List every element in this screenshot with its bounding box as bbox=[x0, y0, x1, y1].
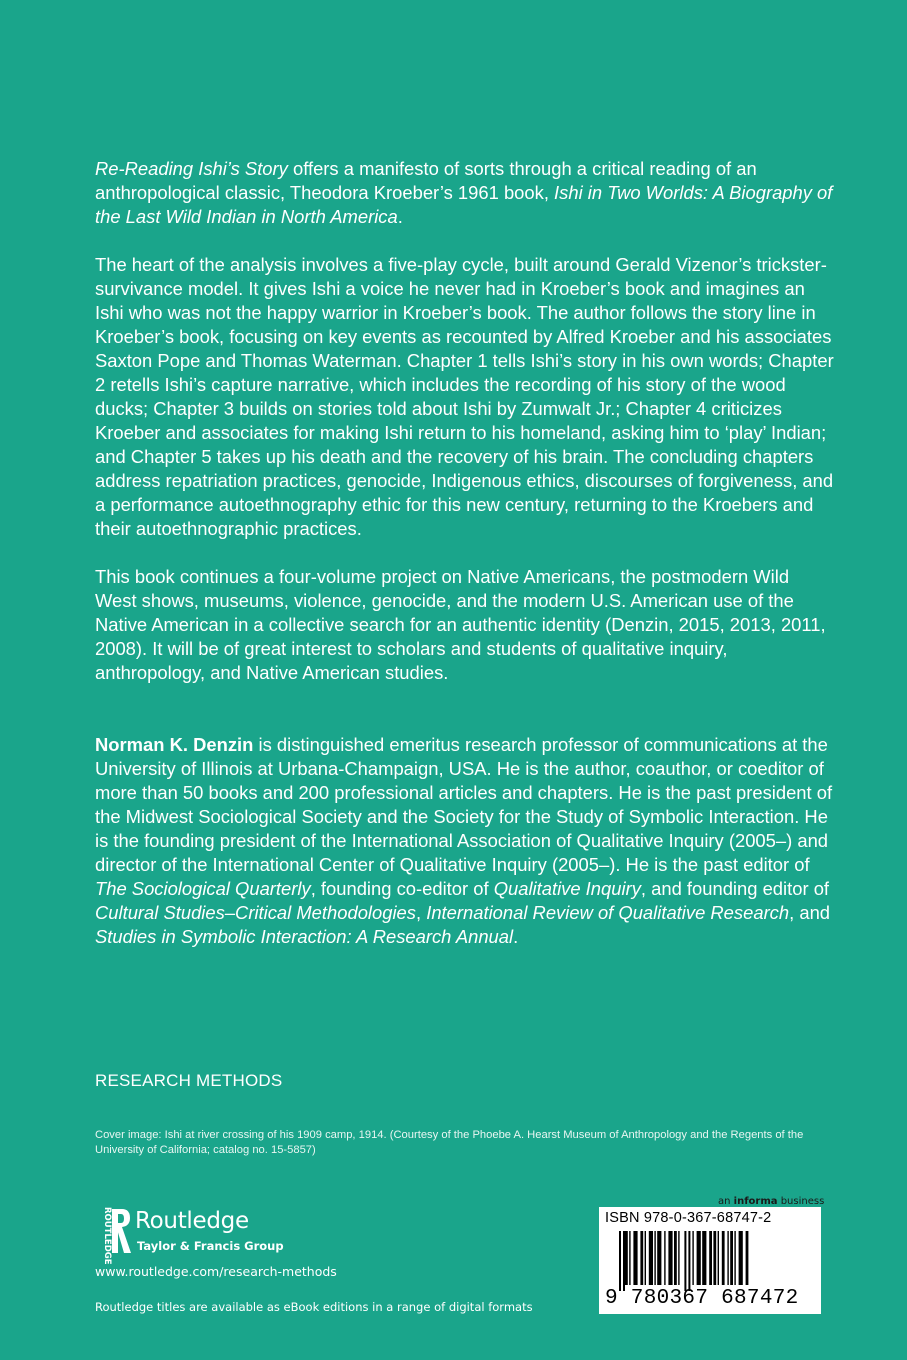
barcode-bar bbox=[649, 1231, 653, 1285]
author-name: Norman K. Denzin bbox=[95, 734, 254, 755]
barcode-bar bbox=[629, 1231, 630, 1285]
barcode-bar bbox=[657, 1231, 661, 1285]
barcode-bar bbox=[722, 1231, 725, 1285]
back-cover-blurb bbox=[95, 157, 835, 973]
isbn-barcode bbox=[599, 1207, 821, 1314]
barcode-bar bbox=[739, 1231, 743, 1285]
referenced-book-title: Ishi in Two Worlds: A Biography of the Last Wild Indian in North America bbox=[95, 182, 833, 227]
subject-category: RESEARCH METHODS bbox=[95, 1071, 283, 1090]
barcode-bar bbox=[730, 1231, 733, 1285]
blurb-paragraph-2: The heart of the analysis involves a five-play cycle, built around Gerald Vizenor’s trickster-survivance model. It gives Ishi a voice he never had in Kroeber’s book and imagines an Ishi who was not the happy warrior in Kroeber’s book. The author follows the story line in Kroeber’s book, focusing on key events as recounted by Alfred Kroeber and his associates Saxton Pope and Thomas Waterman. Chapter 1 tells Ishi’s story in his own words; Chapter 2 retells Ishi’s capture narrative, which includes the recording of his story of the wood ducks; Chapter 3 builds on stories told about Ishi by Zumwalt Jr.; Chapter 4 criticizes Kroeber and associates for making Ishi return to his homeland, asking him to ‘play’ Indian; and Chapter 5 takes up his death and the recovery of his brain. The concluding chapters address repatriation practices, genocide, Indigenous ethics, discourses of forgiveness, and a performance autoethnography ethic for this new century, returning to the Kroebers and their autoethnographic practices. bbox=[95, 254, 834, 539]
barcode-guard-bar bbox=[684, 1231, 686, 1291]
publisher-url[interactable]: www.routledge.com/research-methods bbox=[95, 1264, 337, 1279]
author-bio: Norman K. Denzin is distinguished emeritus research professor of communications at the University of Illinois at Urbana-Champaign, USA. He is the author, coauthor, or coeditor of more than 50 books and 200 professional articles and chapters. He is the past president of the Midwest Sociological Society and the Society for the Study of Symbolic Interaction. He is the founding president of the International Association of Qualitative Inquiry (2005–) and director of the International Center of Qualitative Inquiry (2005–). He is the past editor of The Sociological Quarterly, founding co-editor of Qualitative Inquiry, and founding editor of Cultural Studies–Critical Methodologies, International Review of Qualitative Research, and Studies in Symbolic Interaction: A Research Annual. bbox=[95, 734, 833, 947]
blurb-paragraph-1: Re-Reading Ishi’s Story offers a manifesto of sorts through a critical reading of an anthropological classic, Theodora Kroeber’s 1961 book, Ishi in Two Worlds: A Biography of the Last Wild Indian in North America. bbox=[95, 158, 833, 227]
barcode-digits: 9 780367 687472 bbox=[605, 1287, 799, 1310]
blurb-paragraph-3: This book continues a four-volume project on Native Americans, the postmodern Wild West shows, museums, violence, genocide, and the modern U.S. American use of the Native American in a collective search for an authentic identity (Denzin, 2015, 2013, 2011, 2008). It will be of great interest to scholars and students of qualitative inquiry, anthropology, and Native American studies. bbox=[95, 566, 826, 683]
barcode-bar bbox=[692, 1231, 693, 1285]
barcode-bar bbox=[697, 1231, 701, 1285]
barcode-bar bbox=[625, 1231, 628, 1285]
svg-text:ROUTLEDGE: ROUTLEDGE bbox=[102, 1207, 112, 1265]
publisher-name: Routledge bbox=[135, 1208, 249, 1234]
barcode-bar bbox=[709, 1231, 712, 1285]
isbn-label: ISBN 978-0-367-68747-2 bbox=[605, 1210, 772, 1226]
barcode-guard-bar bbox=[688, 1231, 690, 1291]
book-title: Re-Reading Ishi’s Story bbox=[95, 158, 288, 179]
barcode-bar bbox=[734, 1231, 735, 1285]
ebook-note: Routledge titles are available as eBook editions in a range of digital formats bbox=[95, 1300, 533, 1314]
barcode-guard-bar bbox=[619, 1231, 621, 1291]
barcode-bar bbox=[718, 1231, 719, 1285]
routledge-logo bbox=[95, 1205, 295, 1265]
barcode-bar bbox=[702, 1231, 706, 1285]
barcode-bar bbox=[678, 1231, 679, 1285]
barcode-bar bbox=[668, 1231, 672, 1285]
routledge-r-mark-icon bbox=[109, 1207, 133, 1255]
barcode-bar bbox=[654, 1231, 655, 1285]
routledge-vertical-wordmark-icon bbox=[95, 1205, 112, 1265]
barcode-bar bbox=[633, 1231, 637, 1285]
barcode-bar bbox=[674, 1231, 677, 1285]
cover-image-credit: Cover image: Ishi at river crossing of his 1909 camp, 1914. (Courtesy of the Phoebe A. Hearst Museum of Anthropology and the Regents of the University of California; catalog no. 15-5857) bbox=[95, 1129, 804, 1156]
barcode-guard-bar bbox=[623, 1231, 625, 1291]
barcode-bar bbox=[645, 1231, 646, 1285]
publisher-group: Taylor & Francis Group bbox=[137, 1239, 284, 1253]
barcode-bar bbox=[746, 1231, 749, 1285]
barcode-bar bbox=[640, 1231, 643, 1285]
barcode-bar bbox=[664, 1231, 665, 1285]
barcode-bar bbox=[713, 1231, 716, 1285]
barcode-bar bbox=[727, 1231, 728, 1285]
informa-business-label: an informa business bbox=[718, 1196, 825, 1207]
